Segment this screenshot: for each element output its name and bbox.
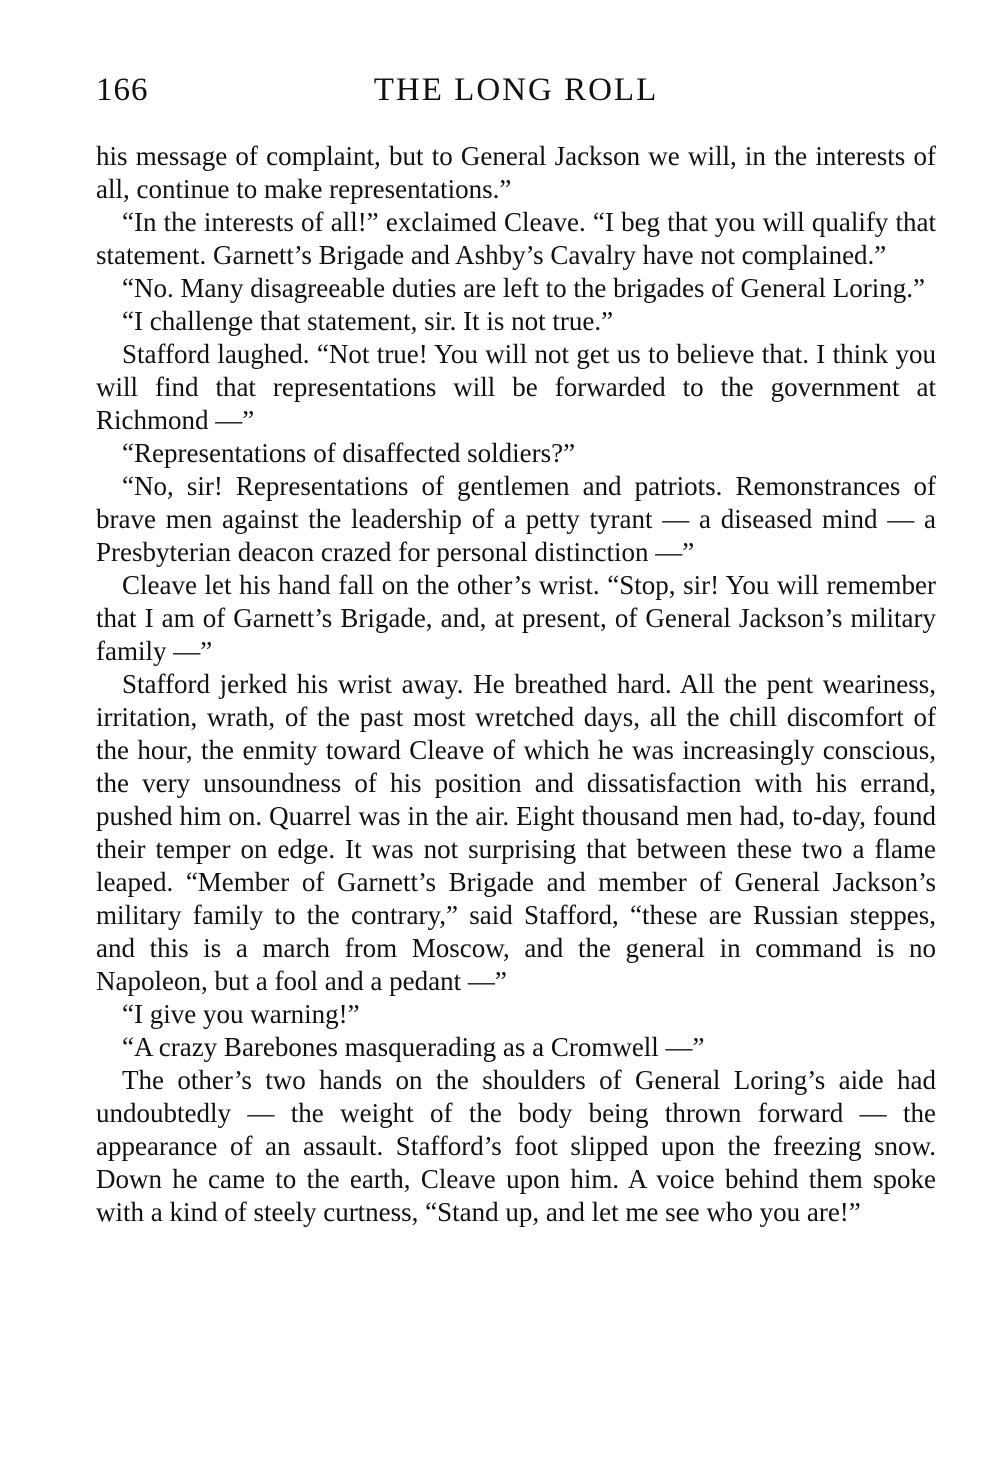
body-text	[96, 140, 936, 1229]
running-title: THE LONG ROLL	[373, 72, 659, 108]
paragraph: Stafford jerked his wrist away. He breathed hard. All the pent weariness, irritation, wrath, of the past most wretched days, all the chill discomfort of the hour, the enmity toward Cleave of which he was increasingly conscious, the very unsoundness of his position and dissatisfaction with his errand, pushed him on. Quarrel was in the air. Eight thousand men had, to-day, found their temper on edge. It was not surprising that between these two a flame leaped. “Member of Garnett’s Brigade and member of General Jackson’s military family to the contrary,” said Stafford, “these are Russian steppes, and this is a march from Moscow, and the general in command is no Napoleon, but a fool and a pedant —”	[96, 669, 936, 996]
paragraph-continuation: his message of complaint, but to General Jackson we will, in the interests of all, continue to make representations.”	[96, 141, 936, 204]
paragraph: Stafford laughed. “Not true! You will not get us to believe that. I think you will find that representations will be forwarded to the government at Richmond —”	[96, 339, 936, 435]
paragraph: “A crazy Barebones masquerading as a Cromwell —”	[122, 1032, 705, 1062]
paragraph: “I challenge that statement, sir. It is not true.”	[122, 306, 614, 336]
paragraph: “Representations of disaffected soldiers?”	[122, 438, 576, 468]
paragraph: “No. Many disagreeable duties are left to the brigades of General Loring.”	[122, 273, 925, 303]
paragraph: “I give you warning!”	[122, 999, 360, 1029]
page-number: 166	[96, 72, 149, 108]
running-head	[96, 72, 936, 122]
paragraph: The other’s two hands on the shoulders of General Loring’s aide had undoubtedly — the weight of the body being thrown forward — the appearance of an assault. Stafford’s foot slipped upon the freezing snow. Down he came to the earth, Cleave upon him. A voice behind them spoke with a kind of steely curtness, “Stand up, and let me see who you are!”	[96, 1065, 936, 1227]
paragraph: Cleave let his hand fall on the other’s wrist. “Stop, sir! You will remember that I am of Garnett’s Brigade, and, at present, of General Jackson’s military family —”	[96, 570, 936, 666]
paragraph: “No, sir! Representations of gentlemen and patriots. Remonstrances of brave men against the leadership of a petty tyrant — a diseased mind — a Presbyterian deacon crazed for personal distinction —”	[96, 471, 936, 567]
paragraph: “In the interests of all!” exclaimed Cleave. “I beg that you will qualify that statement. Garnett’s Brigade and Ashby’s Cavalry have not complained.”	[96, 207, 936, 270]
